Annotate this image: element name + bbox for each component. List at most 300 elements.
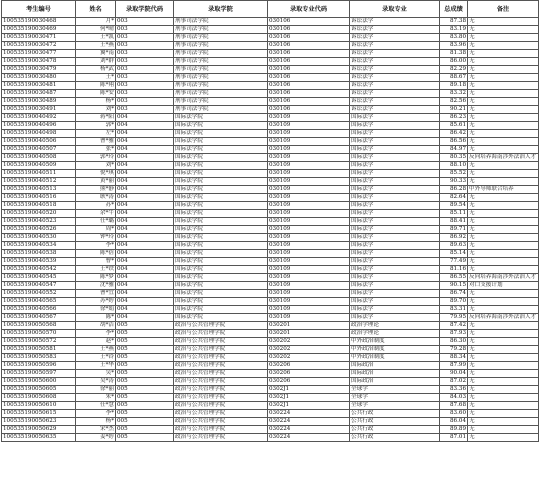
cell-college-code: 004 bbox=[116, 186, 174, 194]
cell-college: 刑事司法学院 bbox=[174, 82, 268, 90]
table-row bbox=[2, 146, 539, 154]
cell-major: 诉讼法学 bbox=[350, 34, 440, 42]
cell-college-code: 004 bbox=[116, 218, 174, 226]
cell-score: 83.32 bbox=[440, 90, 468, 98]
cell-college-code: 003 bbox=[116, 50, 174, 58]
cell-major: 诉讼法学 bbox=[350, 90, 440, 98]
cell-college: 国际法学院 bbox=[174, 202, 268, 210]
cell-college-code: 004 bbox=[116, 274, 174, 282]
cell-college: 刑事司法学院 bbox=[174, 90, 268, 98]
cell-major-code: 0302J1 bbox=[268, 386, 350, 394]
cell-score: 86.56 bbox=[440, 138, 468, 146]
cell-score: 89.89 bbox=[440, 426, 468, 434]
cell-college-code: 004 bbox=[116, 202, 174, 210]
cell-note: 无 bbox=[468, 178, 539, 186]
header-major: 录取专业 bbox=[350, 1, 440, 18]
cell-name: 王* bbox=[76, 74, 116, 82]
cell-college: 政治与公共管理学院 bbox=[174, 418, 268, 426]
cell-name: 王*铃 bbox=[76, 354, 116, 362]
cell-college: 国际法学院 bbox=[174, 250, 268, 258]
cell-major: 公共行政 bbox=[350, 410, 440, 418]
cell-college: 政治与公共管理学院 bbox=[174, 338, 268, 346]
table-row bbox=[2, 362, 539, 370]
cell-score: 87.93 bbox=[440, 330, 468, 338]
cell-note: 无 bbox=[468, 258, 539, 266]
cell-major-code: 030109 bbox=[268, 178, 350, 186]
cell-college: 刑事司法学院 bbox=[174, 50, 268, 58]
cell-college: 政治与公共管理学院 bbox=[174, 386, 268, 394]
cell-note: 无 bbox=[468, 402, 539, 410]
cell-note: 无 bbox=[468, 266, 539, 274]
header-major-code: 录取专业代码 bbox=[268, 1, 350, 18]
cell-score: 87.99 bbox=[440, 362, 468, 370]
cell-major-code: 030106 bbox=[268, 90, 350, 98]
cell-major-code: 030109 bbox=[268, 282, 350, 290]
cell-college-code: 003 bbox=[116, 66, 174, 74]
cell-college-code: 004 bbox=[116, 234, 174, 242]
cell-score: 90.21 bbox=[440, 106, 468, 114]
cell-student-id: 100535190040526 bbox=[2, 226, 76, 234]
table-row bbox=[2, 234, 539, 242]
table-row bbox=[2, 282, 539, 290]
cell-score: 80.35 bbox=[440, 154, 468, 162]
cell-name: 何*晴 bbox=[76, 26, 116, 34]
cell-major: 中外政治制度 bbox=[350, 354, 440, 362]
cell-college-code: 004 bbox=[116, 306, 174, 314]
cell-major-code: 030224 bbox=[268, 410, 350, 418]
cell-note: 无 bbox=[468, 18, 539, 26]
cell-name: 杨* bbox=[76, 98, 116, 106]
cell-note: 无 bbox=[468, 34, 539, 42]
cell-college-code: 004 bbox=[116, 210, 174, 218]
cell-college-code: 005 bbox=[116, 322, 174, 330]
cell-college: 国际法学院 bbox=[174, 162, 268, 170]
cell-note: 无 bbox=[468, 226, 539, 234]
cell-note: 中外导师联合培养 bbox=[468, 186, 539, 194]
cell-major-code: 030109 bbox=[268, 234, 350, 242]
cell-major: 国际法学 bbox=[350, 234, 440, 242]
cell-college: 刑事司法学院 bbox=[174, 26, 268, 34]
cell-major: 国际法学 bbox=[350, 314, 440, 322]
cell-major: 国际法学 bbox=[350, 122, 440, 130]
header-note: 备注 bbox=[468, 1, 539, 18]
table-row bbox=[2, 266, 539, 274]
cell-name: 熊*静 bbox=[76, 186, 116, 194]
table-row bbox=[2, 322, 539, 330]
cell-major: 诉讼法学 bbox=[350, 106, 440, 114]
cell-student-id: 100535190040542 bbox=[2, 266, 76, 274]
cell-college-code: 005 bbox=[116, 434, 174, 442]
cell-student-id: 100535190040523 bbox=[2, 218, 76, 226]
table-row bbox=[2, 98, 539, 106]
cell-name: 姜*婷 bbox=[76, 434, 116, 442]
admission-table bbox=[1, 0, 539, 442]
table-row bbox=[2, 162, 539, 170]
cell-college-code: 003 bbox=[116, 34, 174, 42]
cell-name: 翼*南 bbox=[76, 50, 116, 58]
cell-score: 83.96 bbox=[440, 42, 468, 50]
cell-name: 陈*蓓 bbox=[76, 250, 116, 258]
cell-major: 国际政治 bbox=[350, 362, 440, 370]
table-row bbox=[2, 354, 539, 362]
table-row bbox=[2, 66, 539, 74]
table-row bbox=[2, 306, 539, 314]
cell-name: 苏*婷 bbox=[76, 298, 116, 306]
cell-note: 无 bbox=[468, 106, 539, 114]
table-row bbox=[2, 386, 539, 394]
cell-major-code: 030109 bbox=[268, 298, 350, 306]
cell-college-code: 005 bbox=[116, 354, 174, 362]
cell-major-code: 0302J1 bbox=[268, 402, 350, 410]
cell-college-code: 005 bbox=[116, 426, 174, 434]
cell-student-id: 100535190030472 bbox=[2, 42, 76, 50]
table-row bbox=[2, 394, 539, 402]
cell-note: 无 bbox=[468, 322, 539, 330]
cell-score: 86.04 bbox=[440, 418, 468, 426]
cell-score: 87.02 bbox=[440, 378, 468, 386]
cell-college-code: 005 bbox=[116, 386, 174, 394]
cell-score: 89.18 bbox=[440, 82, 468, 90]
cell-major-code: 030109 bbox=[268, 242, 350, 250]
cell-name: 陈*翔 bbox=[76, 82, 116, 90]
cell-major-code: 030109 bbox=[268, 218, 350, 226]
cell-college: 刑事司法学院 bbox=[174, 58, 268, 66]
cell-college: 刑事司法学院 bbox=[174, 42, 268, 50]
cell-college: 政治与公共管理学院 bbox=[174, 362, 268, 370]
cell-major-code: 030109 bbox=[268, 146, 350, 154]
cell-college: 国际法学院 bbox=[174, 266, 268, 274]
cell-major: 国际法学 bbox=[350, 162, 440, 170]
cell-note: 无 bbox=[468, 66, 539, 74]
cell-major: 国际法学 bbox=[350, 242, 440, 250]
cell-major: 国际法学 bbox=[350, 146, 440, 154]
cell-major: 国际法学 bbox=[350, 130, 440, 138]
cell-major-code: 030224 bbox=[268, 434, 350, 442]
cell-note: 反向培养海南涉外法治人才 bbox=[468, 274, 539, 282]
cell-major: 国际法学 bbox=[350, 250, 440, 258]
cell-college-code: 004 bbox=[116, 242, 174, 250]
cell-major-code: 030106 bbox=[268, 50, 350, 58]
cell-college-code: 003 bbox=[116, 106, 174, 114]
cell-name: 左* bbox=[76, 130, 116, 138]
table-row bbox=[2, 50, 539, 58]
cell-major: 公共行政 bbox=[350, 434, 440, 442]
cell-name: 朱* bbox=[76, 394, 116, 402]
cell-name: 郭* bbox=[76, 122, 116, 130]
cell-name: 李* bbox=[76, 410, 116, 418]
cell-name: 任*璐 bbox=[76, 218, 116, 226]
cell-note: 无 bbox=[468, 162, 539, 170]
cell-college-code: 004 bbox=[116, 298, 174, 306]
cell-note: 无 bbox=[468, 170, 539, 178]
cell-student-id: 100535190050605 bbox=[2, 386, 76, 394]
cell-college-code: 003 bbox=[116, 42, 174, 50]
cell-score: 84.97 bbox=[440, 146, 468, 154]
cell-college: 国际法学院 bbox=[174, 114, 268, 122]
cell-score: 82.29 bbox=[440, 66, 468, 74]
cell-name: 余*牛 bbox=[76, 210, 116, 218]
cell-student-id: 100535190050597 bbox=[2, 370, 76, 378]
cell-score: 83.31 bbox=[440, 306, 468, 314]
table-row bbox=[2, 130, 539, 138]
cell-major: 中外政治制度 bbox=[350, 338, 440, 346]
cell-student-id: 100535190040516 bbox=[2, 194, 76, 202]
table-row bbox=[2, 338, 539, 346]
cell-major-code: 030106 bbox=[268, 42, 350, 50]
cell-college-code: 005 bbox=[116, 346, 174, 354]
cell-college: 刑事司法学院 bbox=[174, 98, 268, 106]
table-row bbox=[2, 226, 539, 234]
cell-college-code: 004 bbox=[116, 146, 174, 154]
cell-note: 无 bbox=[468, 26, 539, 34]
cell-major-code: 030106 bbox=[268, 58, 350, 66]
cell-major-code: 030109 bbox=[268, 210, 350, 218]
table-row bbox=[2, 122, 539, 130]
cell-note: 无 bbox=[468, 330, 539, 338]
cell-student-id: 100535190030479 bbox=[2, 66, 76, 74]
cell-college-code: 005 bbox=[116, 370, 174, 378]
cell-college-code: 004 bbox=[116, 130, 174, 138]
cell-major-code: 030106 bbox=[268, 18, 350, 26]
cell-name: 王*燕 bbox=[76, 346, 116, 354]
cell-note: 无 bbox=[468, 290, 539, 298]
cell-name: 胡*洁 bbox=[76, 322, 116, 330]
header-name: 姓名 bbox=[76, 1, 116, 18]
cell-name: 徐*丽 bbox=[76, 386, 116, 394]
table-row bbox=[2, 18, 539, 26]
cell-name: 沈*雅 bbox=[76, 282, 116, 290]
cell-score: 88.34 bbox=[440, 354, 468, 362]
cell-note: 无 bbox=[468, 194, 539, 202]
cell-major-code: 030109 bbox=[268, 154, 350, 162]
cell-note: 无 bbox=[468, 234, 539, 242]
cell-college-code: 005 bbox=[116, 362, 174, 370]
cell-name: 李* bbox=[76, 330, 116, 338]
cell-name: 钟*玲 bbox=[76, 234, 116, 242]
cell-student-id: 100535190040565 bbox=[2, 298, 76, 306]
cell-college: 刑事司法学院 bbox=[174, 74, 268, 82]
cell-college: 国际法学院 bbox=[174, 274, 268, 282]
cell-student-id: 100535190030489 bbox=[2, 98, 76, 106]
cell-score: 89.54 bbox=[440, 202, 468, 210]
cell-name: 王*华 bbox=[76, 362, 116, 370]
cell-note: 无 bbox=[468, 410, 539, 418]
cell-college: 国际法学院 bbox=[174, 210, 268, 218]
cell-major: 诉讼法学 bbox=[350, 66, 440, 74]
cell-major-code: 030109 bbox=[268, 186, 350, 194]
cell-score: 79.28 bbox=[440, 346, 468, 354]
cell-score: 81.38 bbox=[440, 50, 468, 58]
cell-major-code: 030109 bbox=[268, 290, 350, 298]
cell-note: 无 bbox=[468, 210, 539, 218]
cell-score: 86.30 bbox=[440, 338, 468, 346]
cell-major: 诉讼法学 bbox=[350, 26, 440, 34]
cell-score: 89.63 bbox=[440, 242, 468, 250]
cell-major-code: 030202 bbox=[268, 354, 350, 362]
cell-note: 无 bbox=[468, 418, 539, 426]
cell-score: 87.42 bbox=[440, 322, 468, 330]
header-college-code: 录取学院代码 bbox=[116, 1, 174, 18]
cell-college: 政治与公共管理学院 bbox=[174, 346, 268, 354]
cell-college: 国际法学院 bbox=[174, 194, 268, 202]
cell-score: 86.92 bbox=[440, 234, 468, 242]
cell-major-code: 030106 bbox=[268, 66, 350, 74]
cell-college-code: 004 bbox=[116, 250, 174, 258]
cell-score: 83.80 bbox=[440, 34, 468, 42]
cell-college: 政治与公共管理学院 bbox=[174, 394, 268, 402]
cell-student-id: 100535190040530 bbox=[2, 234, 76, 242]
cell-college-code: 004 bbox=[116, 178, 174, 186]
cell-major: 全球学 bbox=[350, 402, 440, 410]
table-row bbox=[2, 258, 539, 266]
table-row bbox=[2, 114, 539, 122]
cell-college: 刑事司法学院 bbox=[174, 106, 268, 114]
cell-student-id: 100535190030471 bbox=[2, 34, 76, 42]
cell-student-id: 100535190040539 bbox=[2, 258, 76, 266]
cell-name: 周* bbox=[76, 226, 116, 234]
cell-score: 89.71 bbox=[440, 226, 468, 234]
table-row bbox=[2, 154, 539, 162]
cell-name: 刘* bbox=[76, 162, 116, 170]
cell-name: 曹* bbox=[76, 258, 116, 266]
table-row bbox=[2, 290, 539, 298]
cell-major: 国际法学 bbox=[350, 138, 440, 146]
cell-major: 国际法学 bbox=[350, 114, 440, 122]
cell-college-code: 004 bbox=[116, 282, 174, 290]
cell-major-code: 030106 bbox=[268, 82, 350, 90]
table-row bbox=[2, 218, 539, 226]
cell-major: 政治学理论 bbox=[350, 330, 440, 338]
cell-note: 无 bbox=[468, 130, 539, 138]
cell-score: 77.49 bbox=[440, 258, 468, 266]
cell-note: 无 bbox=[468, 250, 539, 258]
cell-college: 国际法学院 bbox=[174, 282, 268, 290]
cell-college: 刑事司法学院 bbox=[174, 18, 268, 26]
cell-college-code: 003 bbox=[116, 26, 174, 34]
table-row bbox=[2, 58, 539, 66]
cell-student-id: 100535190030468 bbox=[2, 18, 76, 26]
cell-score: 86.74 bbox=[440, 290, 468, 298]
cell-name: 陈*安 bbox=[76, 90, 116, 98]
table-row bbox=[2, 418, 539, 426]
cell-score: 81.16 bbox=[440, 266, 468, 274]
cell-major: 国际法学 bbox=[350, 218, 440, 226]
cell-note: 无 bbox=[468, 218, 539, 226]
cell-major: 诉讼法学 bbox=[350, 98, 440, 106]
cell-college-code: 003 bbox=[116, 74, 174, 82]
cell-major-code: 030202 bbox=[268, 338, 350, 346]
cell-name: 任*慧 bbox=[76, 402, 116, 410]
cell-major-code: 030109 bbox=[268, 114, 350, 122]
cell-note: 反向培养海南涉外法治人才 bbox=[468, 314, 539, 322]
cell-note: 无 bbox=[468, 386, 539, 394]
cell-student-id: 100535190050570 bbox=[2, 330, 76, 338]
cell-student-id: 100535190040492 bbox=[2, 114, 76, 122]
cell-score: 82.64 bbox=[440, 194, 468, 202]
cell-student-id: 100535190050610 bbox=[2, 402, 76, 410]
cell-major-code: 030106 bbox=[268, 34, 350, 42]
cell-note: 无 bbox=[468, 378, 539, 386]
cell-note: 无 bbox=[468, 74, 539, 82]
cell-name: 蒋*阳 bbox=[76, 114, 116, 122]
table-row bbox=[2, 26, 539, 34]
table-row bbox=[2, 378, 539, 386]
cell-major-code: 030106 bbox=[268, 106, 350, 114]
cell-college: 国际法学院 bbox=[174, 186, 268, 194]
cell-score: 83.36 bbox=[440, 386, 468, 394]
table-row bbox=[2, 178, 539, 186]
cell-college-code: 005 bbox=[116, 394, 174, 402]
cell-note: 无 bbox=[468, 58, 539, 66]
cell-college: 政治与公共管理学院 bbox=[174, 426, 268, 434]
cell-major: 诉讼法学 bbox=[350, 18, 440, 26]
cell-name: 徐*娟 bbox=[76, 306, 116, 314]
cell-student-id: 100535190040506 bbox=[2, 138, 76, 146]
cell-note: 无 bbox=[468, 354, 539, 362]
cell-score: 86.55 bbox=[440, 274, 468, 282]
cell-college: 政治与公共管理学院 bbox=[174, 370, 268, 378]
cell-college: 政治与公共管理学院 bbox=[174, 402, 268, 410]
cell-college-code: 004 bbox=[116, 266, 174, 274]
cell-name: 月* bbox=[76, 18, 116, 26]
cell-college-code: 005 bbox=[116, 338, 174, 346]
cell-major: 诉讼法学 bbox=[350, 42, 440, 50]
cell-college-code: 004 bbox=[116, 314, 174, 322]
cell-score: 79.95 bbox=[440, 314, 468, 322]
cell-major-code: 030206 bbox=[268, 362, 350, 370]
cell-major-code: 030106 bbox=[268, 26, 350, 34]
cell-student-id: 100535190030481 bbox=[2, 82, 76, 90]
cell-major: 国际法学 bbox=[350, 290, 440, 298]
cell-college: 国际法学院 bbox=[174, 146, 268, 154]
table-row bbox=[2, 138, 539, 146]
table-row bbox=[2, 210, 539, 218]
cell-name: 曹*雅 bbox=[76, 138, 116, 146]
cell-name: 李* bbox=[76, 242, 116, 250]
cell-college: 国际法学院 bbox=[174, 306, 268, 314]
table-header-row bbox=[2, 1, 539, 18]
cell-name: 王*凯 bbox=[76, 34, 116, 42]
cell-student-id: 100535190040567 bbox=[2, 314, 76, 322]
cell-name: 陈*梦 bbox=[76, 274, 116, 282]
cell-score: 86.28 bbox=[440, 186, 468, 194]
cell-college: 政治与公共管理学院 bbox=[174, 330, 268, 338]
cell-major-code: 030109 bbox=[268, 122, 350, 130]
cell-score: 87.01 bbox=[440, 434, 468, 442]
cell-name: 张* bbox=[76, 146, 116, 154]
cell-major: 诉讼法学 bbox=[350, 82, 440, 90]
cell-major: 公共行政 bbox=[350, 418, 440, 426]
cell-college: 政治与公共管理学院 bbox=[174, 410, 268, 418]
cell-college-code: 003 bbox=[116, 58, 174, 66]
cell-student-id: 100535190050600 bbox=[2, 378, 76, 386]
cell-student-id: 100535190050623 bbox=[2, 418, 76, 426]
cell-name: 黄*丽 bbox=[76, 178, 116, 186]
cell-note: 无 bbox=[468, 138, 539, 146]
cell-major-code: 0302J1 bbox=[268, 394, 350, 402]
table-row bbox=[2, 370, 539, 378]
cell-major: 国际法学 bbox=[350, 178, 440, 186]
cell-college: 国际法学院 bbox=[174, 234, 268, 242]
cell-score: 86.42 bbox=[440, 130, 468, 138]
cell-student-id: 100535190050635 bbox=[2, 434, 76, 442]
cell-major-code: 030109 bbox=[268, 162, 350, 170]
cell-college: 政治与公共管理学院 bbox=[174, 322, 268, 330]
cell-student-id: 100535190050581 bbox=[2, 346, 76, 354]
cell-college-code: 005 bbox=[116, 402, 174, 410]
cell-student-id: 100535190040518 bbox=[2, 202, 76, 210]
cell-student-id: 100535190030487 bbox=[2, 90, 76, 98]
